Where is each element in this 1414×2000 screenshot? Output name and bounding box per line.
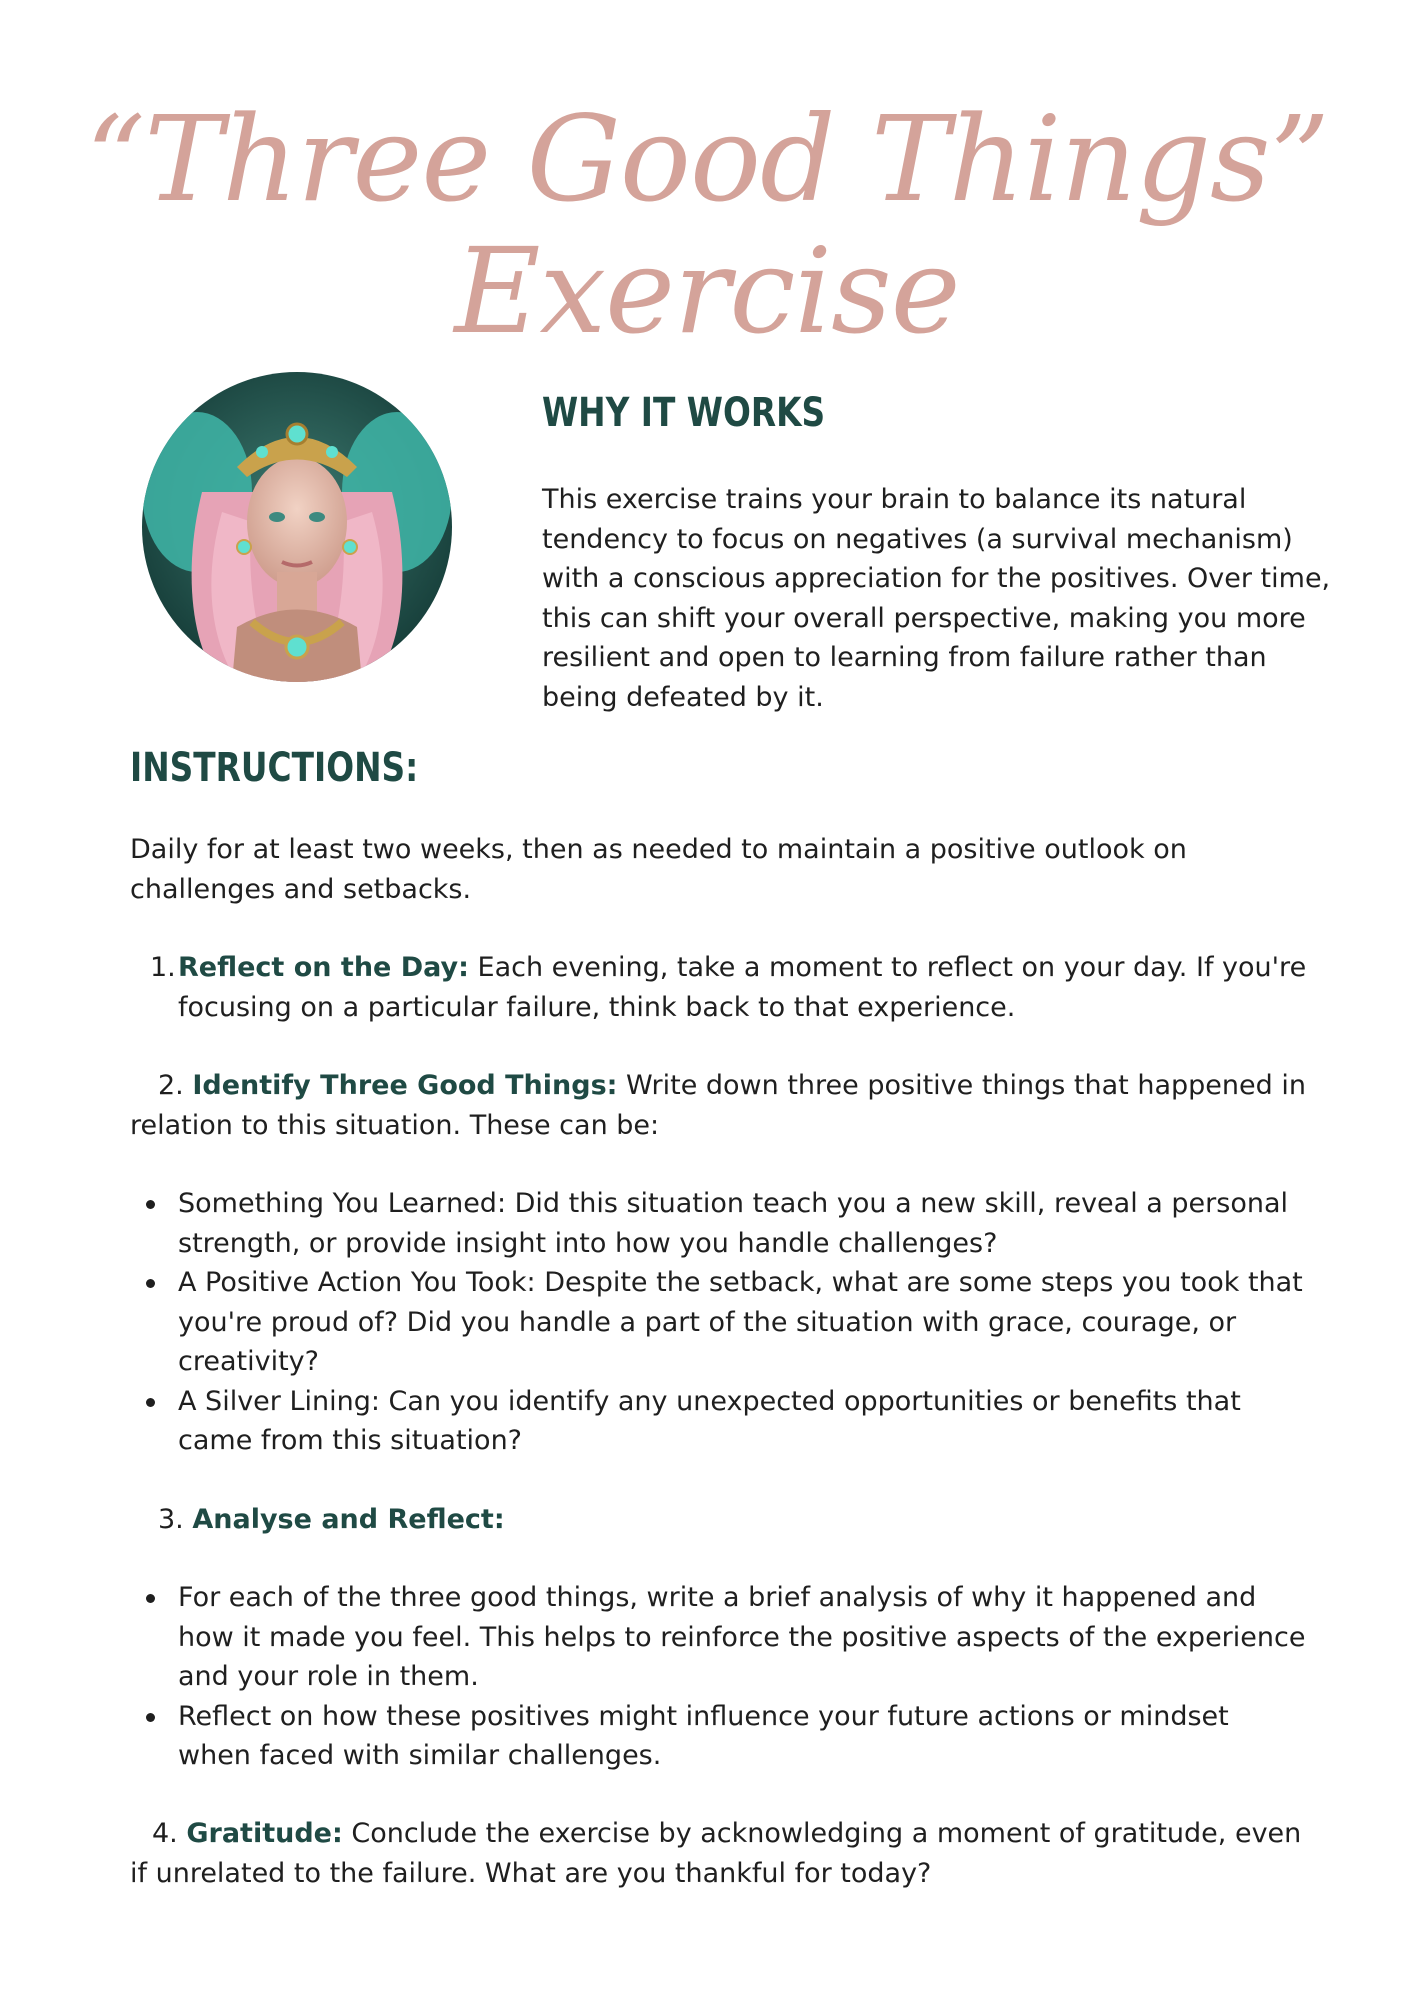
step-2-number: 2.: [158, 1070, 184, 1101]
step-4: [130, 1814, 1310, 1893]
page-title-line-1: “Three Good Things”: [85, 90, 1329, 228]
instructions-heading: INSTRUCTIONS:: [130, 745, 419, 791]
list-item: A Silver Lining: Can you identify any unexpected opportunities or benefits that came from this situation?: [128, 1382, 1310, 1461]
list-item: Reflect on how these positives might influence your future actions or mindset when faced with similar challenges.: [128, 1697, 1310, 1776]
step-3-number: 3.: [158, 1504, 184, 1535]
step-1-number: 1.: [150, 952, 176, 983]
why-it-works-heading: WHY IT WORKS: [542, 390, 826, 436]
step-2-bullet-list: [128, 1184, 1310, 1461]
step-2-label: Identify Three Good Things:: [192, 1070, 618, 1101]
why-it-works-body: This exercise trains your brain to balance its natural tendency to focus on negatives (a survival mechanism) with a conscious appreciation for the positives. Over time, this can shift your overall perspective, making you more resilient and open to learning from failure rather than being defeated by it.: [542, 484, 1331, 713]
step-4-number: 4.: [152, 1818, 178, 1849]
step-2-text: Write down three positive things that happened in relation to this situation. These can be:: [130, 1070, 1306, 1141]
step-2: [130, 1066, 1310, 1145]
list-item: Something You Learned: Did this situation teach you a new skill, reveal a personal strength, or provide insight into how you handle challenges?: [128, 1184, 1310, 1263]
step-3-label: Analyse and Reflect:: [192, 1504, 505, 1535]
step-1-label: Reflect on the Day:: [178, 952, 469, 983]
goddess-portrait-image: [142, 372, 452, 682]
step-4-label: Gratitude:: [186, 1818, 343, 1849]
instructions-intro: Daily for at least two weeks, then as needed to maintain a positive outlook on challenges and setbacks.: [130, 834, 1187, 905]
step-1-text: Each evening, take a moment to reflect on your day. If you're focusing on a particular failure, think back to that experience.: [178, 952, 1307, 1023]
list-item: For each of the three good things, write a brief analysis of why it happened and how it made you feel. This helps to reinforce the positive aspects of the experience and your role in them.: [128, 1578, 1310, 1697]
step-3: [158, 1500, 505, 1540]
list-item: A Positive Action You Took: Despite the setback, what are some steps you took that you're proud of? Did you handle a part of the situation with grace, courage, or creativity?: [128, 1263, 1310, 1382]
step-1: [178, 948, 1308, 1027]
step-3-bullet-list: [128, 1578, 1310, 1776]
page-title-line-2: Exercise: [454, 222, 960, 360]
step-4-text: Conclude the exercise by acknowledging a moment of gratitude, even if unrelated to the failure. What are you thankful for today?: [130, 1818, 1302, 1889]
